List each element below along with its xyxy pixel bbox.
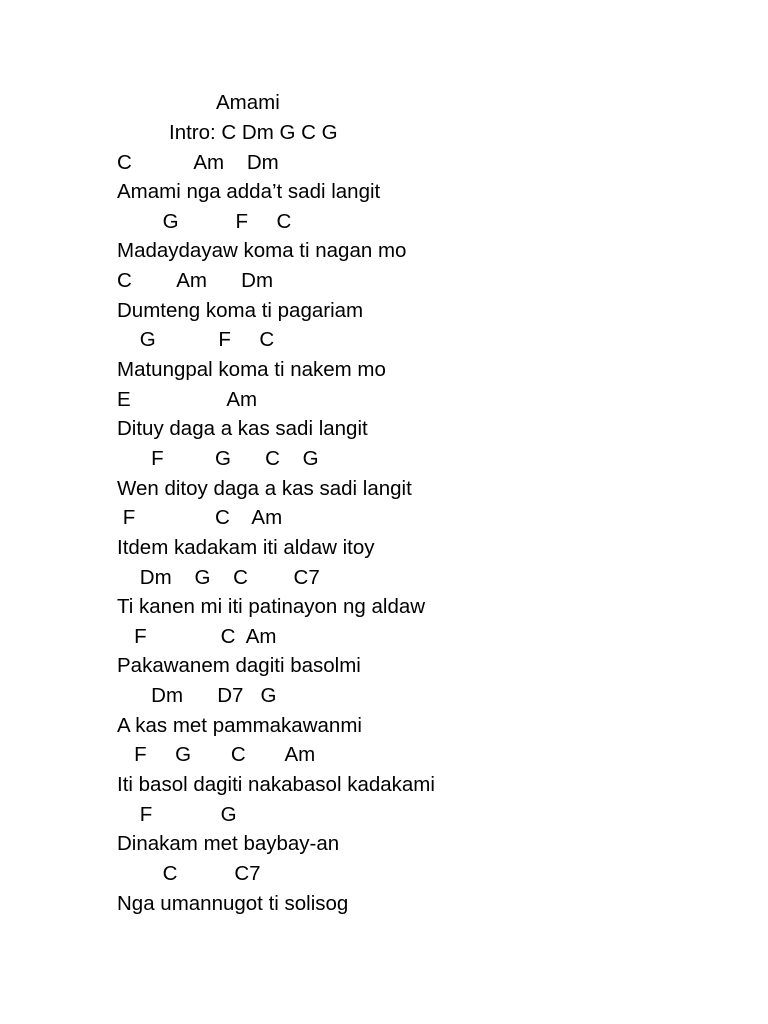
lyric-line: Dinakam met baybay-an xyxy=(117,832,340,855)
lyric-line: Madaydayaw koma ti nagan mo xyxy=(117,239,407,262)
chord-line: Dm D7 G xyxy=(117,684,277,707)
lyric-line: Ti kanen mi iti patinayon ng aldaw xyxy=(117,595,426,618)
chord-line: G F C xyxy=(117,210,292,233)
lyric-line: Itdem kadakam iti aldaw itoy xyxy=(117,536,375,559)
chord-line: F G xyxy=(117,803,237,826)
lyric-line: Dumteng koma ti pagariam xyxy=(117,299,364,322)
chord-line: F G C Am xyxy=(117,743,316,766)
chord-line: C Am Dm xyxy=(117,269,274,292)
lyric-line: Matungpal koma ti nakem mo xyxy=(117,358,386,381)
lyric-line: Wen ditoy daga a kas sadi langit xyxy=(117,477,412,500)
lyric-line: Iti basol dagiti nakabasol kadakami xyxy=(117,773,435,796)
chord-line: F C Am xyxy=(117,506,283,529)
chord-line: F C Am xyxy=(117,625,277,648)
lyric-line: A kas met pammakawanmi xyxy=(117,714,362,737)
intro-chords: Intro: C Dm G C G xyxy=(169,121,338,144)
lyric-line: Dituy daga a kas sadi langit xyxy=(117,417,368,440)
chord-line: G F C xyxy=(117,328,275,351)
chord-line: C Am Dm xyxy=(117,151,279,174)
song-title: Amami xyxy=(216,91,280,114)
chord-line: E Am xyxy=(117,388,258,411)
lyric-line: Amami nga adda’t sadi langit xyxy=(117,180,381,203)
chord-line: Dm G C C7 xyxy=(117,566,320,589)
lyric-line: Nga umannugot ti solisog xyxy=(117,892,349,915)
chord-line: F G C G xyxy=(117,447,319,470)
chord-line: C C7 xyxy=(117,862,261,885)
lyric-line: Pakawanem dagiti basolmi xyxy=(117,654,361,677)
